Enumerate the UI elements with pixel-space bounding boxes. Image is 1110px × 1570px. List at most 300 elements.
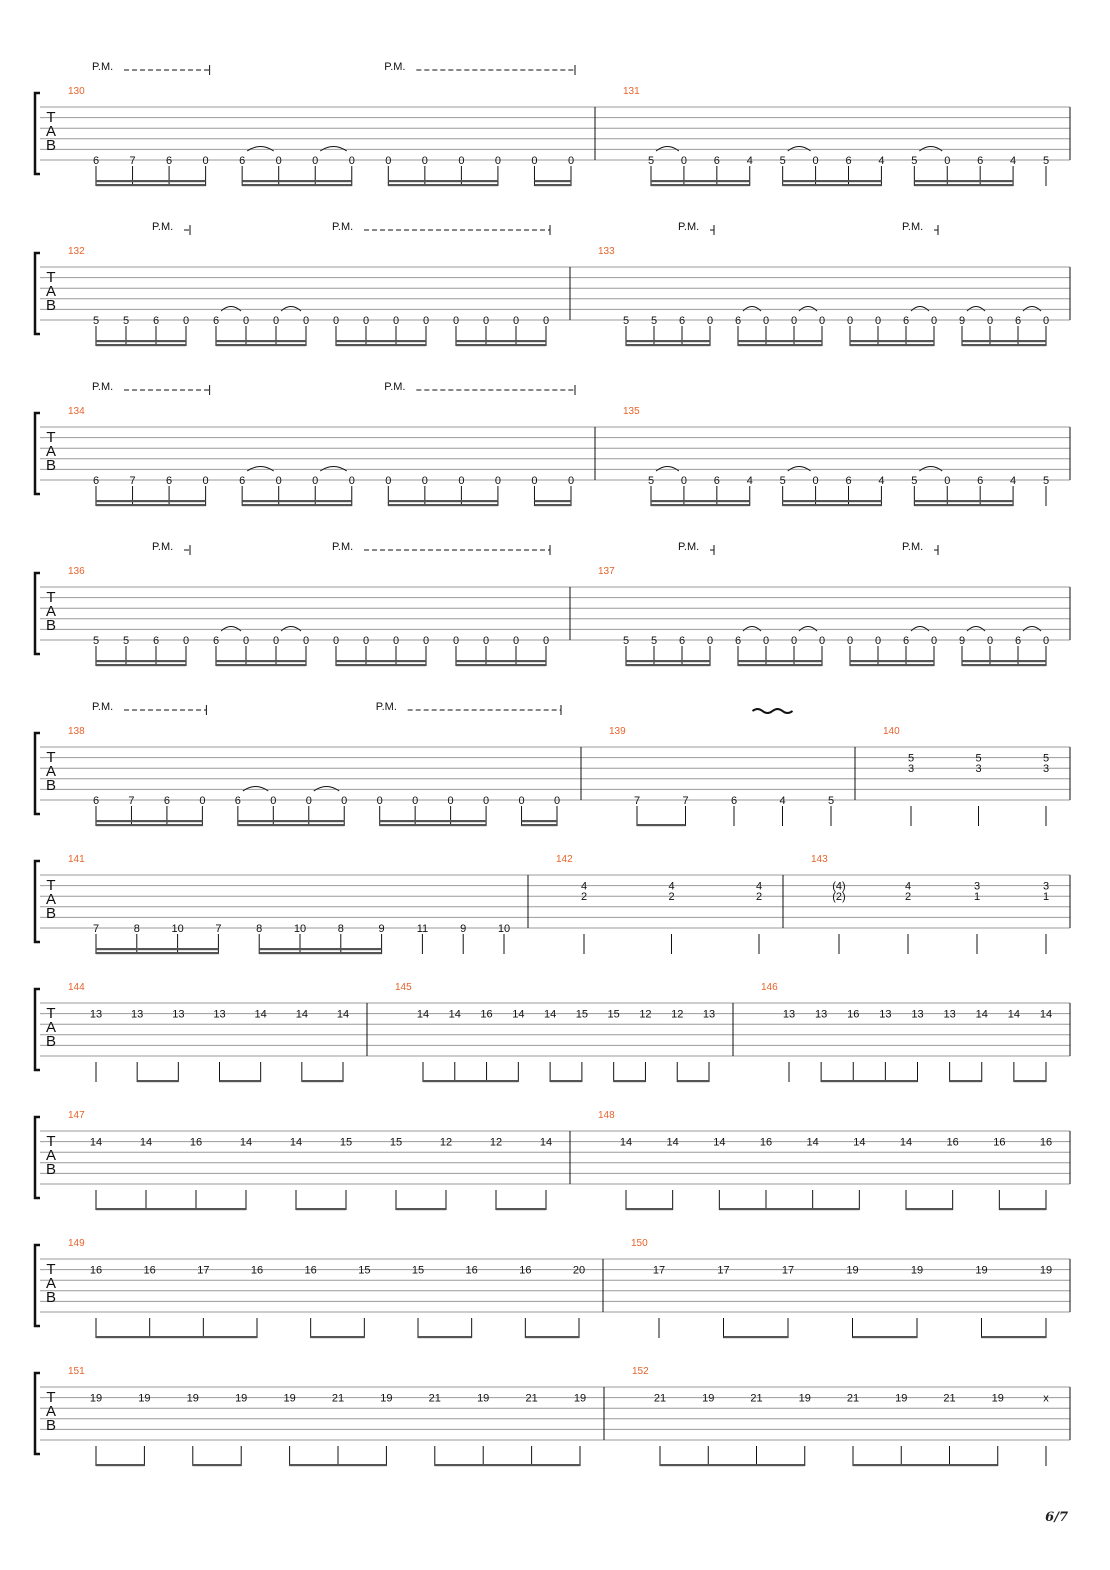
tab-system bbox=[35, 381, 1070, 506]
tie bbox=[320, 147, 347, 152]
tie bbox=[221, 307, 241, 312]
beam bbox=[651, 500, 750, 502]
fret-number: 0 bbox=[270, 795, 277, 807]
palm-mute-label: P.M. bbox=[375, 701, 397, 713]
fret-number: 0 bbox=[706, 635, 714, 647]
tab-clef-letter: B bbox=[45, 1033, 57, 1050]
beam bbox=[388, 180, 498, 182]
fret-number: 10 bbox=[497, 923, 511, 935]
tie bbox=[247, 147, 274, 152]
beam bbox=[423, 1080, 518, 1082]
tab-clef-letter: A bbox=[45, 1147, 57, 1164]
fret-number: 6 bbox=[845, 155, 852, 167]
beam bbox=[534, 180, 571, 182]
beam bbox=[626, 664, 710, 666]
beam bbox=[962, 344, 1046, 346]
measure-number: 139 bbox=[609, 726, 626, 737]
measure-number: 152 bbox=[632, 1366, 649, 1377]
tab-system bbox=[35, 982, 1070, 1082]
system-bracket bbox=[35, 573, 40, 654]
beam bbox=[259, 948, 381, 950]
fret-number: 19 bbox=[895, 1392, 908, 1405]
beam bbox=[626, 1208, 673, 1210]
fret-number: 0 bbox=[531, 475, 538, 487]
system-bracket bbox=[35, 733, 40, 814]
tie bbox=[799, 627, 817, 632]
tab-clef-letter: T bbox=[46, 109, 56, 126]
beam bbox=[783, 504, 882, 506]
fret-number: 19 bbox=[477, 1392, 490, 1405]
beam bbox=[336, 344, 426, 346]
fret-number: 0 bbox=[199, 795, 206, 807]
tie bbox=[1023, 307, 1041, 312]
tab-system bbox=[35, 541, 1070, 666]
fret-number: 0 bbox=[412, 795, 419, 807]
fret-number: 14 bbox=[295, 1008, 308, 1021]
fret-number: 0 bbox=[762, 635, 770, 647]
beam bbox=[96, 1208, 246, 1210]
tie bbox=[314, 787, 339, 792]
fret-number: 4 bbox=[878, 155, 885, 167]
measure-number: 135 bbox=[623, 406, 640, 417]
fret-number: 14 bbox=[619, 1136, 633, 1149]
beam bbox=[626, 660, 710, 662]
fret-number-lower: 3 bbox=[907, 763, 915, 776]
fret-number: 17 bbox=[652, 1264, 666, 1277]
tab-clef-letter: B bbox=[45, 1289, 57, 1306]
fret-number: 14 bbox=[543, 1008, 557, 1021]
beam bbox=[96, 504, 206, 506]
fret-number: 0 bbox=[874, 315, 882, 327]
fret-number: 14 bbox=[239, 1136, 253, 1149]
beam bbox=[651, 184, 750, 186]
fret-number: 10 bbox=[171, 923, 184, 935]
beam bbox=[290, 1464, 387, 1466]
fret-number: 21 bbox=[653, 1392, 667, 1405]
fret-number: 0 bbox=[348, 475, 355, 487]
measure-number: 141 bbox=[68, 854, 85, 865]
tab-clef-letter: T bbox=[46, 1005, 56, 1022]
beam bbox=[96, 948, 218, 950]
fret-number: 5 bbox=[911, 155, 918, 167]
fret-number: 0 bbox=[242, 315, 250, 327]
fret-number: 19 bbox=[89, 1392, 103, 1405]
fret-number: 6 bbox=[163, 795, 170, 807]
fret-number: 4 bbox=[904, 880, 912, 893]
tab-clef-letter: A bbox=[45, 1403, 57, 1420]
measure-number: 138 bbox=[68, 726, 85, 737]
beam bbox=[783, 180, 882, 182]
tie bbox=[743, 627, 761, 632]
fret-number: 14 bbox=[713, 1136, 726, 1149]
fret-number: 0 bbox=[944, 475, 951, 487]
fret-number: 9 bbox=[460, 923, 467, 935]
vibrato-mark bbox=[753, 709, 793, 713]
tab-clef-letter: A bbox=[45, 1019, 57, 1036]
fret-number: 0 bbox=[680, 475, 687, 487]
fret-number: 5 bbox=[1042, 475, 1050, 487]
fret-number: 0 bbox=[272, 635, 280, 647]
tie bbox=[1023, 627, 1041, 632]
fret-number: 6 bbox=[1014, 315, 1022, 327]
beam bbox=[380, 824, 486, 826]
fret-number: 21 bbox=[428, 1392, 441, 1405]
fret-number: 0 bbox=[812, 155, 819, 167]
fret-number: 9 bbox=[378, 923, 385, 935]
fret-number: 6 bbox=[239, 475, 246, 487]
tie bbox=[788, 467, 811, 472]
beam bbox=[850, 664, 934, 666]
fret-number: 14 bbox=[254, 1008, 267, 1021]
beam bbox=[962, 340, 1046, 342]
fret-number: 19 bbox=[283, 1392, 296, 1405]
fret-number: 5 bbox=[92, 635, 100, 647]
fret-number: 14 bbox=[539, 1136, 553, 1149]
fret-number: 13 bbox=[879, 1008, 892, 1021]
palm-mute-label: P.M. bbox=[92, 701, 114, 713]
tab-system bbox=[35, 1110, 1070, 1210]
tab-clef-letter: T bbox=[46, 1261, 56, 1278]
fret-number: 21 bbox=[331, 1392, 345, 1405]
fret-number: 4 bbox=[779, 795, 786, 807]
fret-number: 21 bbox=[525, 1392, 538, 1405]
fret-number: 5 bbox=[907, 752, 915, 765]
beam bbox=[456, 344, 546, 346]
beam bbox=[242, 184, 352, 186]
fret-number: 0 bbox=[818, 315, 826, 327]
palm-mute-label: P.M. bbox=[152, 221, 174, 233]
tab-clef-letter: B bbox=[45, 1417, 57, 1434]
fret-number-lower: 1 bbox=[973, 891, 981, 904]
fret-number: 6 bbox=[92, 795, 100, 807]
system-bracket bbox=[35, 93, 40, 174]
fret-number: 0 bbox=[542, 315, 550, 327]
fret-number: 0 bbox=[182, 635, 190, 647]
fret-number: 4 bbox=[580, 880, 588, 893]
fret-number: 21 bbox=[750, 1392, 763, 1405]
beam bbox=[719, 1208, 859, 1210]
tab-clef-letter: T bbox=[46, 1389, 56, 1406]
fret-number: 17 bbox=[197, 1264, 210, 1277]
tab-clef-letter: B bbox=[45, 905, 57, 922]
beam bbox=[522, 820, 557, 822]
fret-number: 5 bbox=[827, 795, 835, 807]
fret-number: 0 bbox=[512, 315, 520, 327]
fret-number: 9 bbox=[958, 315, 966, 327]
fret-number: 16 bbox=[189, 1136, 203, 1149]
fret-number: 6 bbox=[166, 475, 173, 487]
fret-number: 7 bbox=[128, 795, 135, 807]
fret-number: 0 bbox=[458, 155, 465, 167]
beam bbox=[216, 660, 306, 662]
fret-number: 15 bbox=[358, 1264, 371, 1277]
measure-number: 150 bbox=[631, 1238, 648, 1249]
fret-number: 0 bbox=[680, 155, 687, 167]
beam bbox=[388, 504, 498, 506]
beam bbox=[380, 820, 486, 822]
beam bbox=[950, 1080, 982, 1082]
beam bbox=[914, 184, 1013, 186]
palm-mute-label: P.M. bbox=[152, 541, 174, 553]
beam bbox=[982, 1336, 1047, 1338]
tie bbox=[911, 307, 929, 312]
fret-number: 0 bbox=[930, 315, 938, 327]
palm-mute-label: P.M. bbox=[902, 221, 924, 233]
beam bbox=[626, 344, 710, 346]
fret-number: 19 bbox=[573, 1392, 587, 1405]
tie bbox=[911, 627, 929, 632]
fret-number: 5 bbox=[622, 635, 630, 647]
beam bbox=[238, 820, 344, 822]
fret-number: 0 bbox=[482, 315, 490, 327]
fret-number: 0 bbox=[422, 635, 430, 647]
fret-number: 14 bbox=[512, 1008, 525, 1021]
fret-number: 6 bbox=[902, 315, 910, 327]
fret-number: 16 bbox=[480, 1008, 493, 1021]
beam bbox=[850, 660, 934, 662]
fret-number: 6 bbox=[212, 635, 220, 647]
beam bbox=[96, 180, 206, 182]
fret-number: 7 bbox=[129, 155, 136, 167]
fret-number: 13 bbox=[89, 1008, 103, 1021]
fret-number: 0 bbox=[362, 635, 370, 647]
fret-number: 14 bbox=[899, 1136, 913, 1149]
tab-clef-letter: A bbox=[45, 763, 57, 780]
beam bbox=[96, 1464, 144, 1466]
fret-number: 7 bbox=[682, 795, 689, 807]
fret-number: 14 bbox=[975, 1008, 988, 1021]
beam bbox=[137, 1080, 178, 1082]
beam bbox=[783, 184, 882, 186]
fret-number: 5 bbox=[92, 315, 100, 327]
fret-number: 5 bbox=[622, 315, 630, 327]
fret-number: 6 bbox=[734, 635, 742, 647]
fret-number: 0 bbox=[1042, 315, 1050, 327]
fret-number: 7 bbox=[633, 795, 641, 807]
beam bbox=[783, 500, 882, 502]
beam bbox=[435, 1464, 580, 1466]
fret-number: 15 bbox=[339, 1136, 353, 1149]
beam bbox=[418, 1336, 472, 1338]
fret-number-lower: 2 bbox=[904, 891, 912, 904]
measure-number: 148 bbox=[598, 1110, 615, 1121]
fret-number: 14 bbox=[336, 1008, 350, 1021]
beam bbox=[496, 1208, 546, 1210]
fret-number-lower: 2 bbox=[668, 891, 675, 904]
system-bracket bbox=[35, 253, 40, 334]
fret-number: 11 bbox=[416, 923, 429, 935]
fret-number: 0 bbox=[944, 155, 951, 167]
fret-number: 0 bbox=[447, 795, 454, 807]
beam bbox=[336, 664, 426, 666]
fret-number: 15 bbox=[607, 1008, 620, 1021]
tab-clef-letter: B bbox=[45, 457, 57, 474]
fret-number: 14 bbox=[1039, 1008, 1053, 1021]
fret-number-lower: 2 bbox=[755, 891, 763, 904]
fret-number: 0 bbox=[272, 315, 280, 327]
measure-number: 142 bbox=[556, 854, 573, 865]
tab-clef-letter: A bbox=[45, 123, 57, 140]
fret-number: 4 bbox=[755, 880, 763, 893]
fret-number: 0 bbox=[392, 635, 400, 647]
fret-number: 5 bbox=[779, 155, 786, 167]
fret-number: 0 bbox=[385, 475, 392, 487]
beam bbox=[853, 1336, 918, 1338]
beam bbox=[456, 664, 546, 666]
tab-system bbox=[35, 854, 1070, 954]
beam bbox=[220, 1080, 261, 1082]
fret-number: 0 bbox=[494, 475, 501, 487]
palm-mute-label: P.M. bbox=[332, 221, 354, 233]
beam bbox=[456, 660, 546, 662]
fret-number-lower: 2 bbox=[580, 891, 588, 904]
fret-number: 15 bbox=[389, 1136, 403, 1149]
fret-number: 0 bbox=[341, 795, 348, 807]
fret-number: 0 bbox=[348, 155, 355, 167]
fret-number: 0 bbox=[930, 635, 938, 647]
fret-number: 0 bbox=[518, 795, 525, 807]
fret-number: 6 bbox=[1014, 635, 1022, 647]
system-bracket bbox=[35, 861, 40, 942]
fret-number: 0 bbox=[986, 315, 994, 327]
fret-number: 6 bbox=[239, 155, 246, 167]
fret-number: 8 bbox=[337, 923, 344, 935]
fret-number: 5 bbox=[122, 635, 130, 647]
fret-number: 14 bbox=[416, 1008, 430, 1021]
fret-number: 0 bbox=[846, 315, 854, 327]
tie bbox=[656, 147, 679, 152]
fret-number: 5 bbox=[650, 315, 658, 327]
fret-number: 5 bbox=[650, 635, 658, 647]
fret-number: 12 bbox=[639, 1008, 652, 1021]
fret-number: 7 bbox=[215, 923, 222, 935]
tie bbox=[967, 627, 985, 632]
fret-number: 5 bbox=[1042, 752, 1050, 765]
beam bbox=[534, 504, 571, 506]
beam bbox=[738, 344, 822, 346]
tie bbox=[281, 307, 301, 312]
fret-number: 0 bbox=[302, 635, 310, 647]
fret-number: x bbox=[1043, 1392, 1049, 1405]
fret-number: 0 bbox=[422, 315, 430, 327]
fret-number: 13 bbox=[782, 1008, 796, 1021]
fret-number: 4 bbox=[668, 880, 675, 893]
tab-clef-letter: T bbox=[46, 589, 56, 606]
fret-number: 6 bbox=[152, 315, 160, 327]
palm-mute-label: P.M. bbox=[902, 541, 924, 553]
beam bbox=[853, 1464, 998, 1466]
fret-number: 0 bbox=[874, 635, 882, 647]
tie bbox=[919, 467, 942, 472]
fret-number-lower: 1 bbox=[1042, 891, 1050, 904]
tie bbox=[967, 307, 985, 312]
beam bbox=[821, 1080, 917, 1082]
fret-number: 4 bbox=[1010, 155, 1017, 167]
fret-number: 6 bbox=[234, 795, 241, 807]
beam bbox=[242, 500, 352, 502]
measure-number: 134 bbox=[68, 406, 85, 417]
tab-clef-letter: A bbox=[45, 1275, 57, 1292]
fret-number: 12 bbox=[671, 1008, 684, 1021]
fret-number: 0 bbox=[421, 155, 428, 167]
tab-system bbox=[35, 1238, 1070, 1338]
fret-number: 0 bbox=[275, 155, 282, 167]
beam bbox=[677, 1080, 709, 1082]
fret-number: 0 bbox=[376, 795, 383, 807]
fret-number: 0 bbox=[1042, 635, 1050, 647]
tab-clef-letter: A bbox=[45, 283, 57, 300]
fret-number: 0 bbox=[567, 155, 575, 167]
tab-clef-letter: T bbox=[46, 429, 56, 446]
tie bbox=[281, 627, 301, 632]
fret-number: 4 bbox=[878, 475, 885, 487]
beam bbox=[96, 820, 202, 822]
beam bbox=[193, 1464, 241, 1466]
fret-number: 16 bbox=[1039, 1136, 1053, 1149]
fret-number: 0 bbox=[482, 635, 490, 647]
beam bbox=[96, 184, 206, 186]
beam bbox=[914, 504, 1013, 506]
fret-number: 6 bbox=[92, 155, 100, 167]
fret-number: 14 bbox=[1007, 1008, 1020, 1021]
fret-number: 14 bbox=[806, 1136, 819, 1149]
fret-number: 13 bbox=[172, 1008, 185, 1021]
system-bracket bbox=[35, 413, 40, 494]
beam bbox=[1014, 1080, 1046, 1082]
beam bbox=[388, 184, 498, 186]
fret-number: 16 bbox=[847, 1008, 860, 1021]
fret-number: 6 bbox=[152, 635, 160, 647]
beam bbox=[914, 180, 1013, 182]
system-bracket bbox=[35, 1373, 40, 1454]
fret-number: 0 bbox=[812, 475, 819, 487]
beam bbox=[242, 180, 352, 182]
fret-number: 6 bbox=[166, 155, 173, 167]
fret-number: 14 bbox=[289, 1136, 303, 1149]
fret-number: 0 bbox=[385, 155, 392, 167]
beam bbox=[525, 1336, 579, 1338]
fret-number: 13 bbox=[131, 1008, 144, 1021]
fret-number: 0 bbox=[312, 155, 319, 167]
tie bbox=[221, 627, 241, 632]
fret-number: 13 bbox=[702, 1008, 716, 1021]
tab-system bbox=[35, 61, 1070, 186]
measure-number: 145 bbox=[395, 982, 412, 993]
fret-number: 16 bbox=[89, 1264, 103, 1277]
fret-number: 5 bbox=[779, 475, 786, 487]
tie bbox=[799, 307, 817, 312]
fret-number: 9 bbox=[958, 635, 966, 647]
fret-number: 0 bbox=[392, 315, 400, 327]
beam bbox=[906, 1208, 953, 1210]
fret-number: 19 bbox=[798, 1392, 811, 1405]
fret-number: 19 bbox=[846, 1264, 859, 1277]
fret-number: 5 bbox=[647, 155, 655, 167]
measure-number: 131 bbox=[623, 86, 640, 97]
tab-clef-letter: T bbox=[46, 877, 56, 894]
beam bbox=[242, 504, 352, 506]
beam bbox=[914, 500, 1013, 502]
fret-number: 6 bbox=[902, 635, 910, 647]
beam bbox=[302, 1080, 343, 1082]
fret-number: 13 bbox=[911, 1008, 924, 1021]
tab-system bbox=[35, 701, 1070, 826]
fret-number: 5 bbox=[975, 752, 982, 765]
tie bbox=[788, 147, 811, 152]
beam bbox=[724, 1336, 789, 1338]
beam bbox=[614, 1080, 646, 1082]
tie bbox=[320, 467, 347, 472]
